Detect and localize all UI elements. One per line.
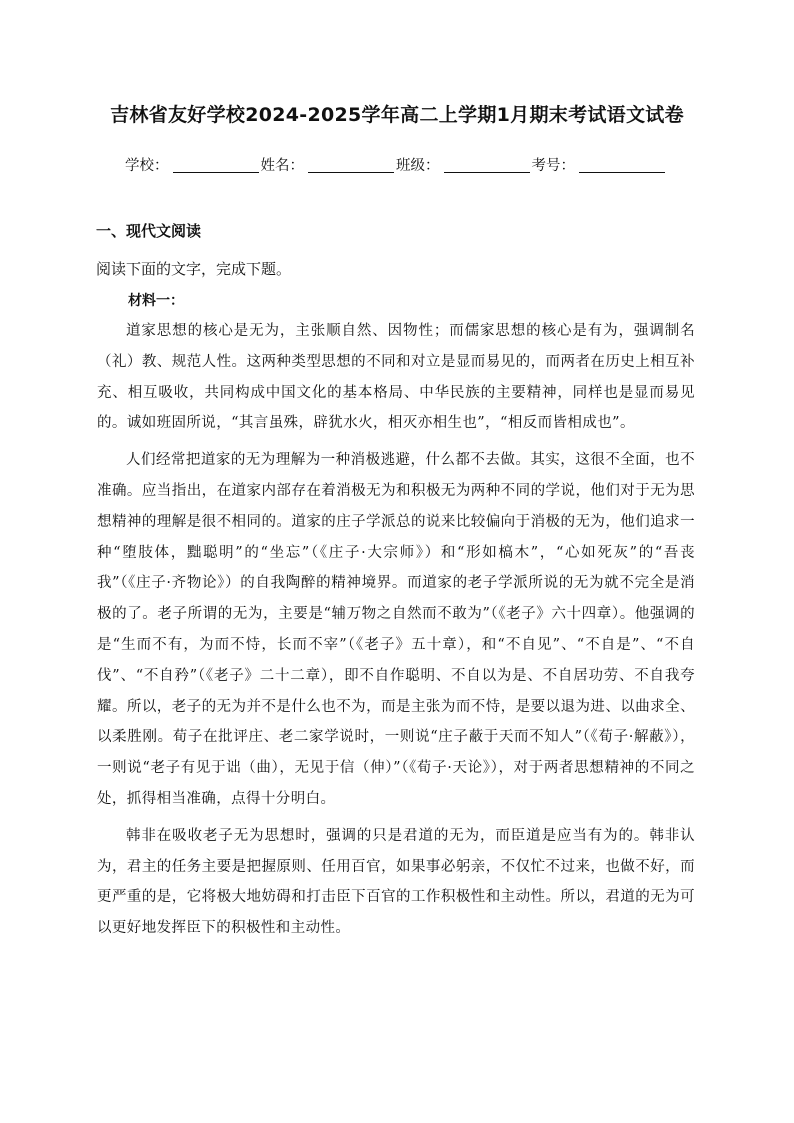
- name-blank[interactable]: [308, 156, 394, 173]
- passage-paragraph: 韩非在吸收老子无为思想时，强调的只是君道的无为，而臣道是应当有为的。韩非认为，君主的任务主要是把握原则、任用百官，如果事必躬亲，不仅忙不过来，也做不好，而更严重的是，它将极大地妨碍和打击臣下百官的工作积极性和主动性。所以，君道的无为可以更好地发挥臣下的积极性和主动性。: [97, 827, 695, 937]
- section-heading: 一、现代文阅读: [96, 222, 202, 240]
- class-blank[interactable]: [444, 156, 530, 173]
- passage-body: [97, 316, 695, 950]
- exam-title: 吉林省友好学校2024-2025学年高二上学期1月期末考试语文试卷: [110, 104, 684, 126]
- school-blank[interactable]: [173, 156, 259, 173]
- reading-instruction: 阅读下面的文字，完成下题。: [96, 260, 292, 278]
- passage-paragraph: 人们经常把道家的无为理解为一种消极逃避，什么都不去做。其实，这很不全面，也不准确。应当指出，在道家内部存在着消极无为和积极无为两种不同的学说，他们对于无为思想精神的理解是很不相同的。道家的庄子学派总的说来比较偏向于消极的无为，他们追求一种“堕肢体，黜聪明”的“坐忘”（《庄子·大宗师》）和“形如槁木”，“心如死灰”的“吾丧我”（《庄子·齐物论》）的自我陶醉的精神境界。而道家的老子学派所说的无为就不完全是消极的了。老子所谓的无为，主要是“辅万物之自然而不敢为”（《老子》六十四章）。他强调的是“生而不有，为而不恃，长而不宰”（《老子》五十章），和“不自见”、“不自是”、“不自伐”、“不自矜”（《老子》二十二章），即不自作聪明、不自以为是、不自居功劳、不自我夸耀。所以，老子的无为并不是什么也不为，而是主张为而不恃，是要以退为进、以曲求全、以柔胜刚。荀子在批评庄、老二家学说时，一则说“庄子蔽于天而不知人”（《荀子·解蔽》），一则说“老子有见于诎（曲），无见于信（伸）”（《荀子·天论》），对于两者思想精神的不同之处，抓得相当准确，点得十分明白。: [97, 452, 695, 807]
- material-label: 材料一：: [128, 293, 184, 309]
- name-label: 姓名：: [260, 158, 304, 174]
- exam-number-field: [532, 154, 668, 175]
- exam-number-blank[interactable]: [579, 156, 665, 173]
- name-field: [261, 154, 397, 175]
- school-label: 学校：: [125, 158, 169, 174]
- exam-number-label: 考号：: [531, 158, 575, 174]
- student-info-fields: [125, 153, 667, 175]
- class-field: [396, 154, 532, 175]
- school-field: [125, 154, 261, 175]
- class-label: 班级：: [396, 158, 440, 174]
- passage-paragraph: 道家思想的核心是无为，主张顺自然、因物性；而儒家思想的核心是有为，强调制名（礼）教、规范人性。这两种类型思想的不同和对立是显而易见的，而两者在历史上相互补充、相互吸收，共同构成中国文化的基本格局、中华民族的主要精神，同样也是显而易见的。诚如班固所说，“其言虽殊，辟犹水火，相灭亦相生也”，“相反而皆相成也”。: [97, 323, 695, 432]
